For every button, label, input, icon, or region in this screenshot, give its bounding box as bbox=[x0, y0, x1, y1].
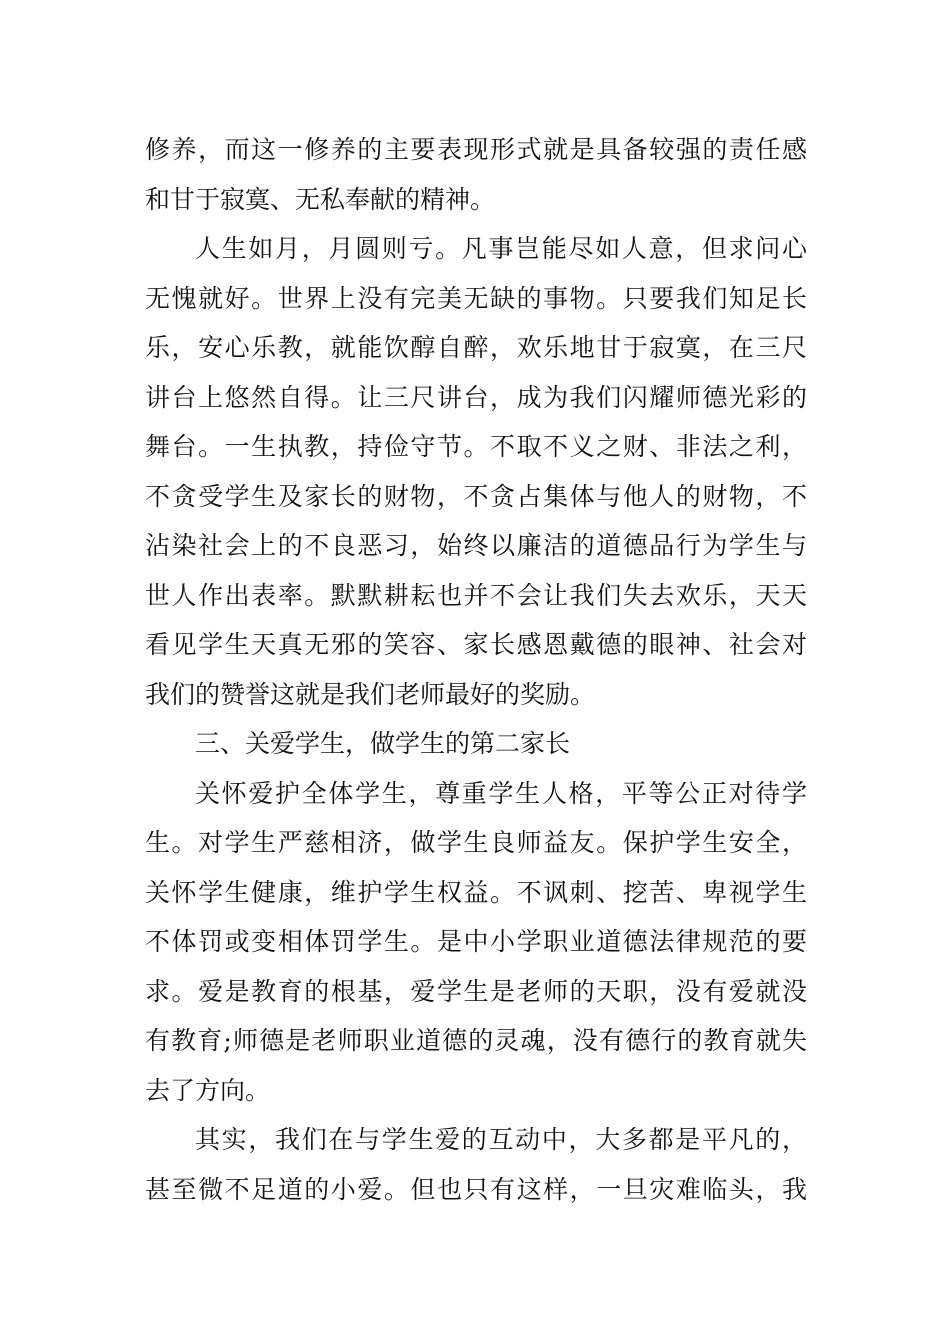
text-line: 乐，安心乐教，就能饮醇自醉，欢乐地甘于寂寞，在三尺 bbox=[145, 333, 807, 362]
text-line: 其实，我们在与学生爱的互动中，大多都是平凡的， bbox=[195, 1125, 807, 1154]
text-line: 求。爱是教育的根基，爱学生是老师的天职，没有爱就没 bbox=[145, 976, 807, 1006]
text-line: 不体罚或变相体罚学生。是中小学职业道德法律规范的要 bbox=[145, 927, 807, 956]
text-line: 和甘于寂寞、无私奉献的精神。 bbox=[145, 184, 496, 214]
text-line: 沾染社会上的不良恶习，始终以廉洁的道德品行为学生与 bbox=[145, 531, 807, 560]
text-line: 讲台上悠然自得。让三尺讲台，成为我们闪耀师德光彩的 bbox=[145, 382, 807, 412]
text-line: 关怀学生健康，维护学生权益。不讽刺、挖苦、卑视学生 bbox=[145, 877, 807, 907]
text-line: 舞台。一生执教，持俭守节。不取不义之财、非法之利， bbox=[145, 432, 807, 461]
text-line: 人生如月，月圆则亏。凡事岂能尽如人意，但求问心 bbox=[195, 234, 807, 263]
text-line: 关怀爱护全体学生，尊重学生人格，平等公正对待学 bbox=[195, 778, 807, 808]
text-line: 生。对学生严慈相济，做学生良师益友。保护学生安全， bbox=[145, 828, 807, 857]
text-line: 去了方向。 bbox=[145, 1075, 271, 1105]
text-line: 我们的赞誉这就是我们老师最好的奖励。 bbox=[145, 679, 596, 709]
text-line: 无愧就好。世界上没有完美无缺的事物。只要我们知足长 bbox=[145, 283, 807, 313]
text-line: 看见学生天真无邪的笑容、家长感恩戴德的眼神、社会对 bbox=[145, 630, 807, 659]
text-line: 不贪受学生及家长的财物，不贪占集体与他人的财物，不 bbox=[145, 481, 807, 511]
text-line: 修养，而这一修养的主要表现形式就是具备较强的责任感 bbox=[145, 135, 807, 164]
text-line: 甚至微不足道的小爱。但也只有这样，一旦灾难临头，我 bbox=[145, 1174, 807, 1204]
text-line: 三、关爱学生，做学生的第二家长 bbox=[195, 729, 571, 758]
text-line: 有教育;师德是老师职业道德的灵魂，没有德行的教育就失 bbox=[145, 1026, 807, 1055]
text-line: 世人作出表率。默默耕耘也并不会让我们失去欢乐，天天 bbox=[145, 580, 807, 610]
